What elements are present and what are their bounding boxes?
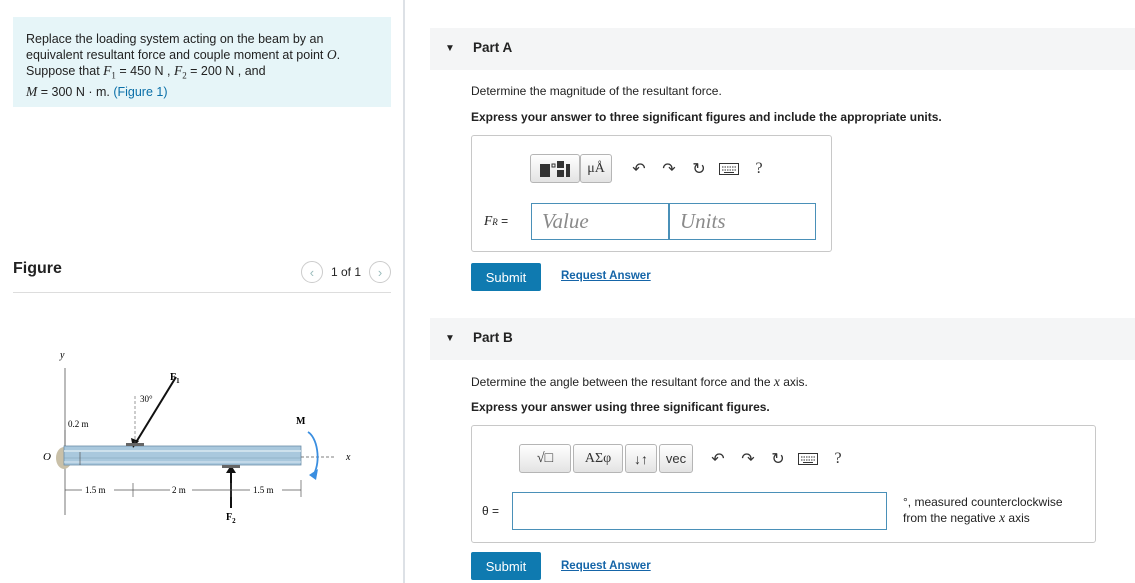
redo-icon[interactable]: ↷ xyxy=(662,160,676,178)
reset-icon[interactable]: ↻ xyxy=(771,450,785,468)
figure-link[interactable]: (Figure 1) xyxy=(113,84,168,99)
part-b-toolbar xyxy=(519,444,853,473)
keyboard-icon[interactable] xyxy=(793,444,823,473)
figure-title: Figure xyxy=(13,260,62,277)
greek-letters-icon[interactable]: ΑΣφ xyxy=(573,444,623,473)
force-f2-label: $F_2$ xyxy=(226,512,236,525)
vector-icon[interactable]: vec xyxy=(659,444,693,473)
figure-header xyxy=(13,258,391,293)
part-a-header[interactable] xyxy=(430,28,1135,70)
units-icon[interactable]: μÅ xyxy=(580,154,612,183)
dim-1.5m-left: 1.5 m xyxy=(85,485,106,495)
problem-line-4: M = 300 N · m. (Figure 1) xyxy=(26,83,168,99)
part-a-submit-button[interactable]: Submit xyxy=(471,263,541,291)
part-b-request-answer-link[interactable]: Request Answer xyxy=(561,560,651,572)
part-b-instruction: Express your answer using three significant figures. xyxy=(471,400,770,414)
force-f1-arrow xyxy=(135,377,176,444)
moment-arrow xyxy=(308,432,318,474)
problem-line-2: equivalent resultant force and couple moment at point O. xyxy=(26,47,341,62)
fr-label: FR = xyxy=(484,213,509,228)
dim-2m: 2 m xyxy=(172,485,186,495)
collapse-triangle-icon[interactable]: ▼ xyxy=(445,43,455,54)
undo-icon[interactable]: ↶ xyxy=(632,160,646,178)
part-b-label: Part B xyxy=(473,330,513,345)
part-b-header[interactable] xyxy=(430,318,1135,360)
help-icon[interactable]: ? xyxy=(834,449,842,467)
part-b-question: Determine the angle between the resultant force and the x axis. xyxy=(471,374,808,389)
chevron-left-icon[interactable]: ‹ xyxy=(301,261,323,283)
value-input[interactable]: Value xyxy=(531,203,669,240)
problem-statement xyxy=(13,17,391,107)
part-a-request-answer-link[interactable]: Request Answer xyxy=(561,270,651,282)
undo-icon[interactable]: ↶ xyxy=(711,450,725,468)
units-input[interactable]: Units xyxy=(669,203,816,240)
part-b-submit-button[interactable]: Submit xyxy=(471,552,541,580)
part-a-question: Determine the magnitude of the resultant force. xyxy=(471,84,722,98)
pager-count: 1 of 1 xyxy=(330,265,361,279)
problem-line-1: Replace the loading system acting on the beam by an xyxy=(26,32,324,46)
dim-1.5m-right: 1.5 m xyxy=(253,485,274,495)
collapse-triangle-icon[interactable]: ▼ xyxy=(445,333,455,344)
dim-0.2m: 0.2 m xyxy=(68,419,89,429)
beam-figure xyxy=(30,340,370,540)
keyboard-icon[interactable] xyxy=(714,154,744,183)
moment-label: M xyxy=(296,416,306,427)
part-a-answer-box xyxy=(471,135,832,252)
reset-icon[interactable]: ↻ xyxy=(692,160,706,178)
part-a-instruction: Express your answer to three significant figures and include the appropriate units. xyxy=(471,110,942,124)
origin-label: O xyxy=(43,451,51,463)
arrows-icon[interactable]: ↓↑ xyxy=(625,444,657,473)
problem-line-3: Suppose that $F_1 = 450$ N , $F_2 = 200$ N , and xyxy=(26,63,266,81)
templates-icon[interactable] xyxy=(530,154,580,183)
chevron-right-icon[interactable]: › xyxy=(369,261,391,283)
figure-pager xyxy=(301,261,391,283)
help-icon[interactable]: ? xyxy=(755,159,763,177)
part-a-label: Part A xyxy=(473,40,513,55)
angle-30-label: 30° xyxy=(140,394,153,404)
theta-label: θ = xyxy=(482,504,500,518)
angle-unit-note: °, measured counterclockwise from the negative x axis xyxy=(903,495,1063,525)
part-a-toolbar xyxy=(530,154,774,183)
x-axis-label: x xyxy=(346,452,351,463)
y-axis-label: y xyxy=(60,350,65,361)
force-f1-label: $F_1$ xyxy=(170,372,180,385)
sqrt-template-icon[interactable]: √□ xyxy=(519,444,571,473)
panel-divider xyxy=(403,0,405,583)
redo-icon[interactable]: ↷ xyxy=(741,450,755,468)
theta-input[interactable] xyxy=(512,492,887,530)
